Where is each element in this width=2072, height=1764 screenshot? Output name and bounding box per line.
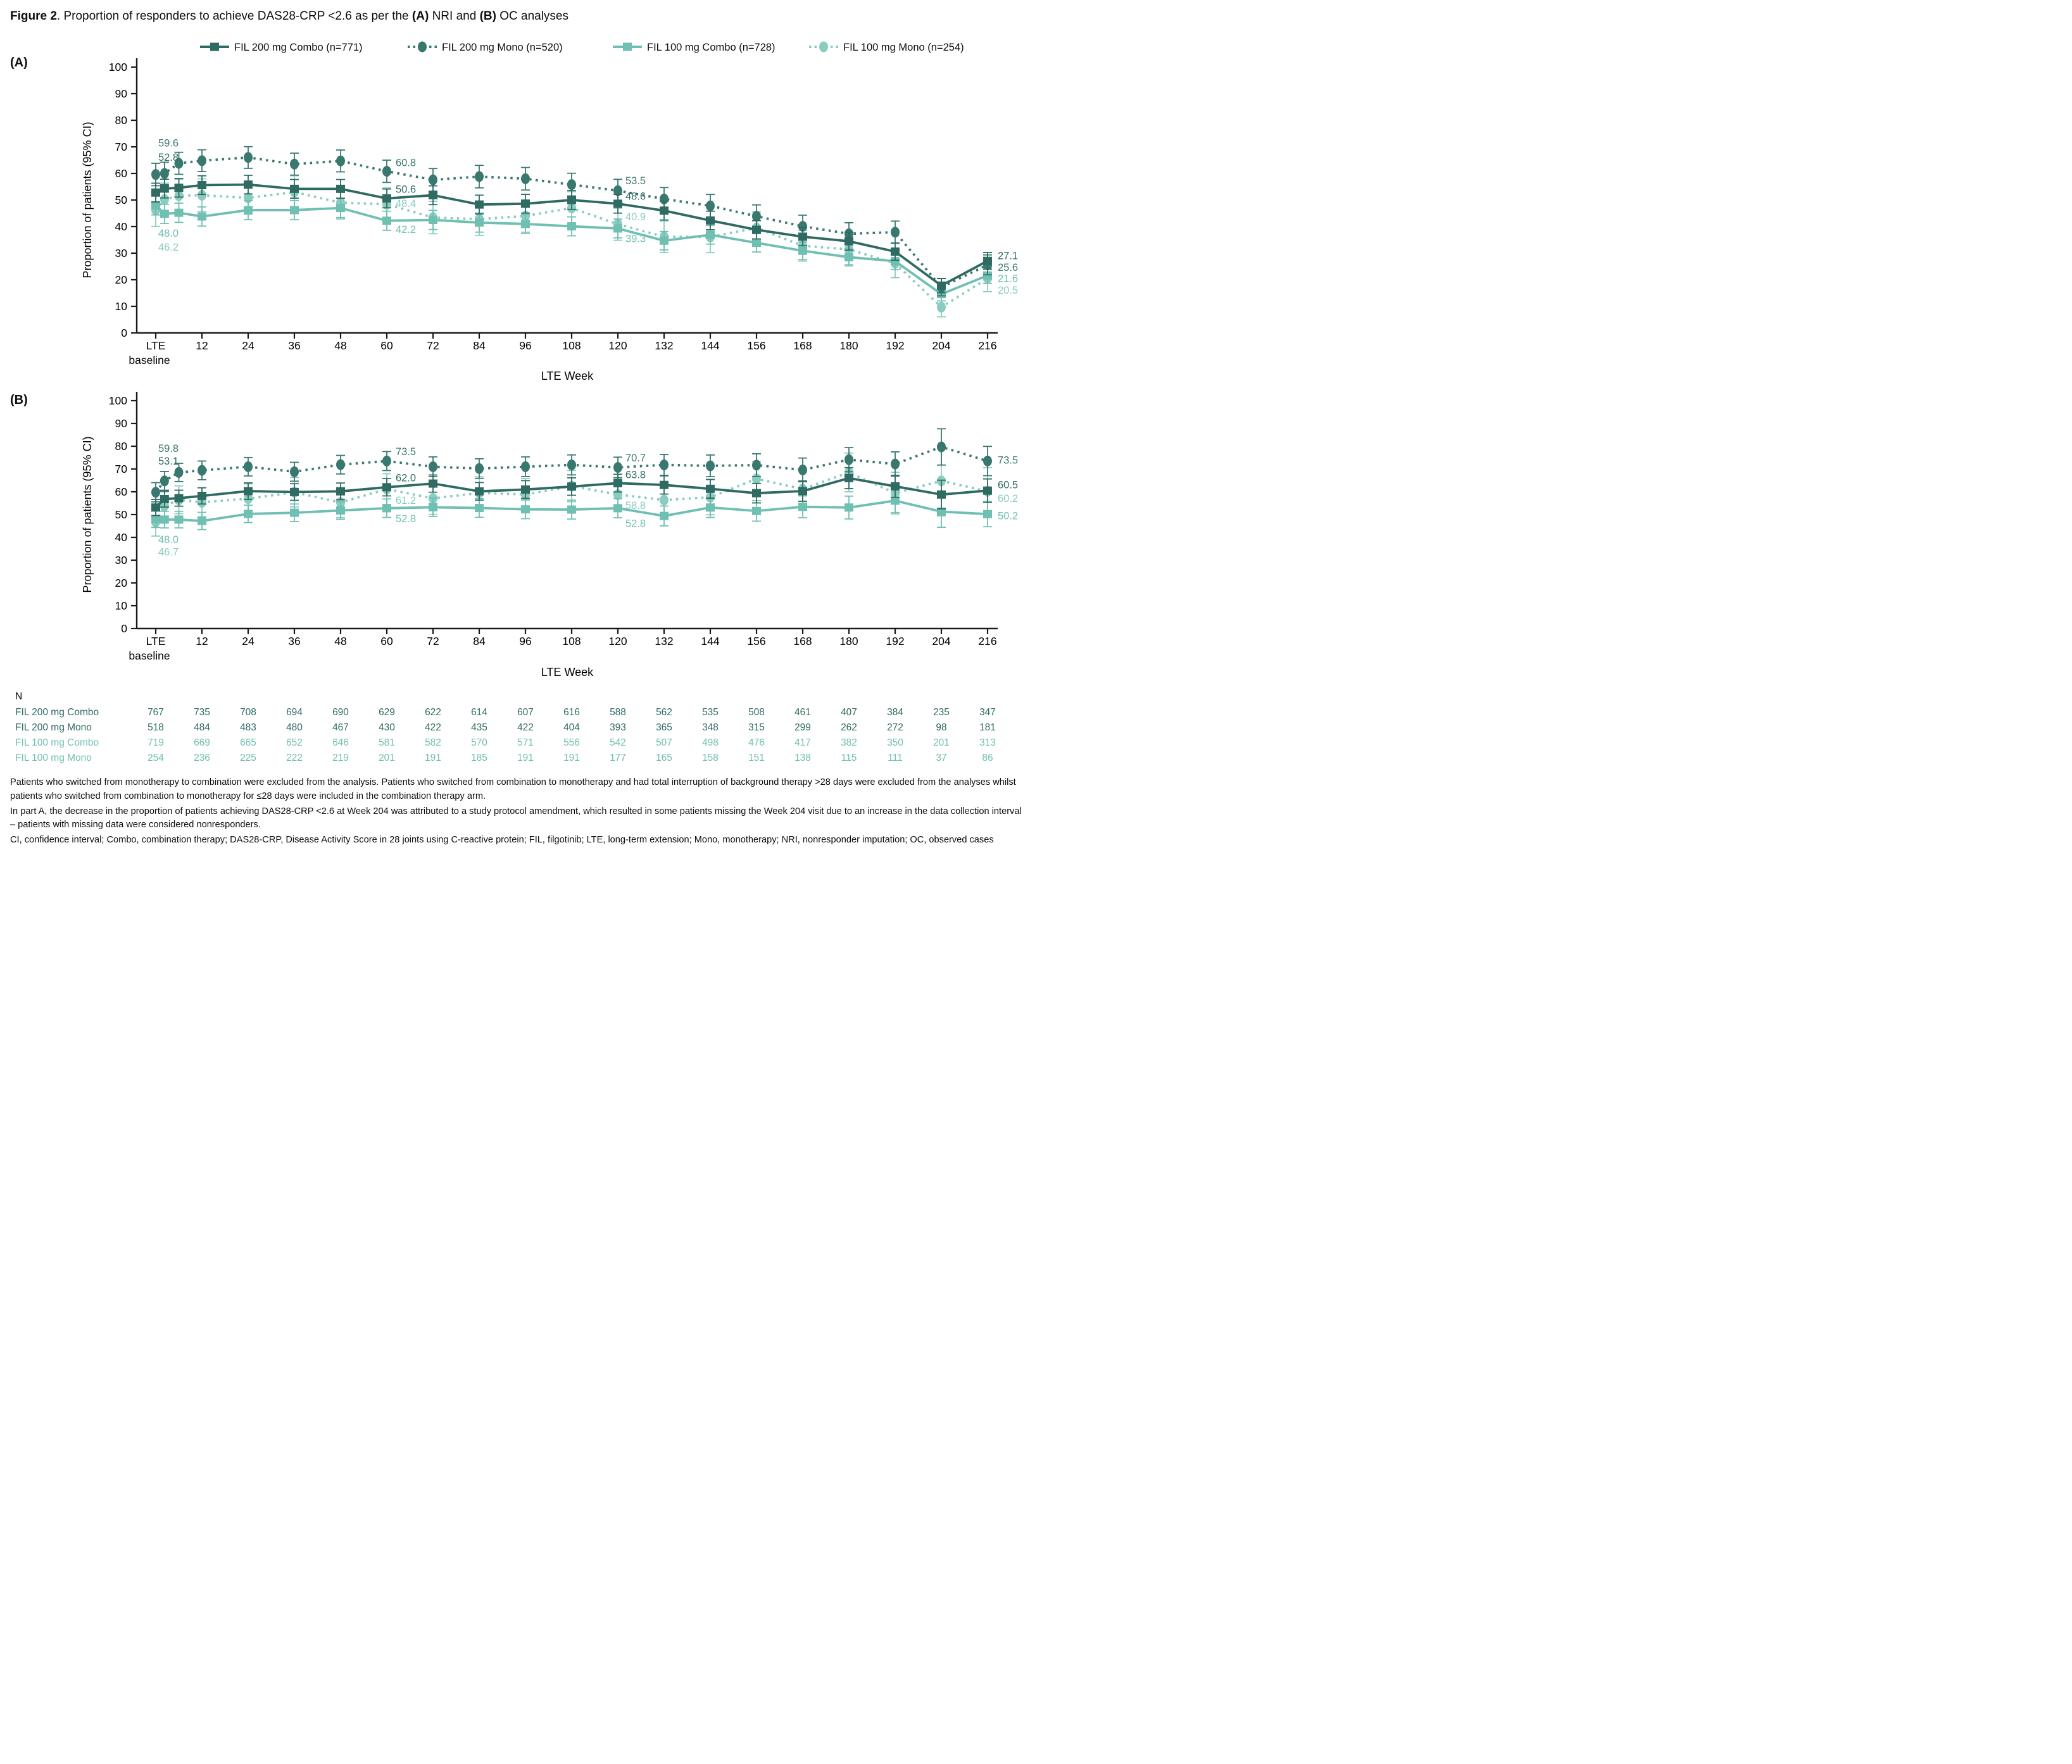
- x-tick-label: 72: [427, 634, 439, 647]
- x-tick-label: 24: [242, 634, 254, 647]
- y-tick-label: 100: [108, 394, 127, 407]
- n-table-value: 484: [194, 722, 210, 733]
- x-axis-title: LTE Week: [541, 665, 594, 679]
- footnotes: [10, 776, 1023, 848]
- n-table-value: 191: [563, 752, 580, 763]
- n-table-value: 735: [194, 706, 210, 718]
- x-tick-label: 120: [608, 339, 627, 352]
- y-tick-label: 0: [121, 622, 127, 635]
- legend: [200, 41, 964, 53]
- x-tick-label: 132: [655, 634, 674, 647]
- n-table-value: 694: [286, 706, 303, 718]
- point-label: 50.6: [396, 184, 417, 196]
- x-tick-label: 60: [380, 634, 393, 647]
- footnote-abbreviations: CI, confidence interval; Combo, combination therapy; DAS28-CRP, Disease Activity Score in 28 joints using C-reactive protein; FIL, filgotinib; LTE, long-term extension; Mono, monotherapy; NRI, nonresponder imputation; OC, observed cases: [10, 835, 994, 846]
- n-table-header: N: [15, 691, 23, 702]
- panel-b-label: (B): [10, 392, 28, 407]
- n-table-value: 151: [748, 752, 765, 763]
- y-tick-label: 20: [115, 576, 127, 589]
- point-label: 42.2: [396, 223, 417, 235]
- n-table-value: 254: [148, 752, 164, 763]
- x-tick-label: 156: [747, 634, 766, 647]
- x-tick-label: 96: [519, 634, 532, 647]
- n-table-value: 407: [841, 706, 857, 718]
- n-table-value: 222: [286, 752, 303, 763]
- caption-bold-a: (A): [411, 9, 429, 23]
- caption-text-2: NRI and: [429, 9, 480, 23]
- x-tick-label: 72: [427, 339, 439, 352]
- y-axis-ticks: [109, 61, 137, 339]
- n-table-value: 665: [240, 737, 256, 748]
- y-tick-label: 90: [115, 416, 127, 430]
- n-table-value: 191: [425, 752, 441, 763]
- n-table-value: 404: [563, 722, 580, 733]
- n-table-value: 483: [240, 722, 256, 733]
- point-label: 52.8: [158, 151, 179, 163]
- n-table-value: 467: [332, 722, 349, 733]
- point-label: 48.4: [396, 197, 417, 210]
- y-tick-label: 70: [115, 462, 127, 475]
- n-table-value: 235: [933, 706, 950, 718]
- n-table-value: 191: [517, 752, 534, 763]
- n-table-value: 313: [979, 737, 996, 748]
- caption-text-3: OC analyses: [496, 9, 568, 23]
- n-table-value: 461: [794, 706, 811, 718]
- n-table-value: 236: [194, 752, 210, 763]
- x-tick-label: 108: [562, 339, 581, 352]
- point-label: 62.0: [396, 472, 417, 484]
- y-axis-title: Proportion of patients (95% CI): [81, 122, 94, 278]
- chart-b-oc: [10, 388, 1023, 685]
- point-label: 21.6: [998, 273, 1019, 285]
- n-table-value: 382: [841, 737, 857, 748]
- panel-a: [10, 30, 1023, 388]
- n-table-value: 476: [748, 737, 765, 748]
- legend-label: FIL 100 mg Mono (n=254): [843, 41, 964, 53]
- point-label: 48.0: [158, 227, 179, 239]
- n-table-row-label: FIL 100 mg Combo: [15, 737, 99, 748]
- x-tick-label: 168: [793, 339, 812, 352]
- figure-caption: [10, 9, 1026, 24]
- y-tick-label: 30: [115, 553, 127, 566]
- n-table-value: 435: [471, 722, 487, 733]
- y-axis-ticks: [109, 394, 137, 635]
- caption-bold-b: (B): [479, 9, 496, 23]
- x-tick-label: 180: [839, 634, 858, 647]
- x-tick-label: 216: [978, 634, 997, 647]
- point-label: 61.2: [396, 494, 417, 506]
- n-table-value: 315: [748, 722, 765, 733]
- n-table-value: 719: [148, 737, 164, 748]
- point-label: 63.8: [625, 469, 646, 481]
- n-table-value: 556: [563, 737, 580, 748]
- y-tick-label: 80: [115, 113, 127, 127]
- point-label: 52.8: [396, 513, 417, 525]
- n-table-value: 646: [332, 737, 349, 748]
- x-tick-label: 36: [288, 339, 301, 352]
- n-table-value: 562: [656, 706, 672, 718]
- point-label: 50.2: [998, 510, 1019, 522]
- panel-b: [10, 388, 1023, 689]
- x-tick-label: 48: [334, 634, 347, 647]
- n-table-value: 350: [887, 737, 903, 748]
- n-table-value: 111: [888, 752, 903, 763]
- n-table-value: 299: [794, 722, 811, 733]
- n-table-value: 225: [240, 752, 256, 763]
- x-tick-label: 144: [701, 634, 720, 647]
- n-table-value: 272: [887, 722, 903, 733]
- x-tick-label: 204: [932, 339, 951, 352]
- point-label: 46.7: [158, 546, 179, 558]
- x-tick-label: 144: [701, 339, 720, 352]
- n-table-value: 422: [425, 722, 441, 733]
- x-axis-title: LTE Week: [541, 369, 594, 382]
- x-axis-ticks: [129, 333, 996, 366]
- n-table-value: 669: [194, 737, 210, 748]
- point-label: 48.6: [625, 191, 646, 203]
- n-table-value: 607: [517, 706, 534, 718]
- y-tick-label: 10: [115, 599, 127, 612]
- n-table-value: 622: [425, 706, 441, 718]
- n-table-value: 588: [610, 706, 626, 718]
- point-label: 40.9: [625, 211, 646, 223]
- x-tick-label: 192: [886, 634, 905, 647]
- x-axis-ticks: [129, 629, 996, 662]
- n-table-value: 652: [286, 737, 303, 748]
- point-label: 70.7: [625, 452, 646, 464]
- x-tick-label: 108: [562, 634, 581, 647]
- y-tick-label: 90: [115, 87, 127, 100]
- n-table-value: 614: [471, 706, 487, 718]
- n-table-value: 422: [517, 722, 534, 733]
- n-table-value: 115: [841, 752, 857, 763]
- n-table-value: 480: [286, 722, 303, 733]
- y-tick-label: 40: [115, 530, 127, 544]
- x-tick-label: 36: [288, 634, 301, 647]
- n-table-value: 570: [471, 737, 487, 748]
- n-table-value: 393: [610, 722, 626, 733]
- x-tick-label: 192: [886, 339, 905, 352]
- n-table-value: 430: [379, 722, 395, 733]
- n-table-row-label: FIL 200 mg Mono: [15, 722, 92, 733]
- x-tick-label: 12: [196, 339, 208, 352]
- point-label: 20.5: [998, 284, 1019, 296]
- y-tick-label: 70: [115, 140, 127, 153]
- n-table-value: 690: [332, 706, 349, 718]
- point-label: 60.2: [998, 492, 1019, 504]
- n-table-value: 177: [610, 752, 626, 763]
- y-tick-label: 60: [115, 166, 127, 180]
- point-label: 52.8: [625, 518, 646, 530]
- y-tick-label: 0: [121, 326, 127, 339]
- x-tick-sublabel: baseline: [129, 649, 170, 662]
- y-tick-label: 40: [115, 220, 127, 233]
- n-table-value: 98: [936, 722, 947, 733]
- point-labels: [158, 137, 1018, 296]
- x-tick-label: 216: [978, 339, 997, 352]
- x-tick-label: 84: [473, 634, 486, 647]
- x-tick-label: 24: [242, 339, 254, 352]
- x-tick-label: 120: [608, 634, 627, 647]
- footnote-exclusions: Patients who switched from monotherapy to combination were excluded from the analysis. Patients who switched from combination to monotherapy and had total interruption of background therapy >28 days were excluded from the analyses whilst patients who switched from combination to monotherapy for ≤28 days were included in the combination therapy arm.: [10, 777, 1016, 801]
- x-tick-label: LTE: [146, 339, 166, 352]
- n-table-value: 581: [379, 737, 395, 748]
- x-tick-label: 180: [839, 339, 858, 352]
- point-label: 60.5: [998, 479, 1019, 491]
- n-table-row-label: FIL 200 mg Combo: [15, 706, 99, 718]
- n-table-row-label: FIL 100 mg Mono: [15, 752, 92, 763]
- n-table-value: 262: [841, 722, 857, 733]
- n-table-value: 767: [148, 706, 164, 718]
- x-tick-label: LTE: [146, 634, 166, 647]
- n-table-value: 535: [702, 706, 719, 718]
- x-tick-label: 12: [196, 634, 208, 647]
- caption-text-1: . Proportion of responders to achieve DAS28-CRP <2.6 as per the: [56, 9, 412, 23]
- x-tick-label: 48: [334, 339, 347, 352]
- x-tick-label: 84: [473, 339, 486, 352]
- point-label: 59.6: [158, 137, 179, 149]
- legend-label: FIL 200 mg Mono (n=520): [442, 41, 563, 53]
- panel-a-label: (A): [10, 55, 28, 70]
- y-axis-title: Proportion of patients (95% CI): [81, 436, 94, 593]
- point-label: 39.3: [625, 233, 646, 245]
- n-table-value: 365: [656, 722, 672, 733]
- n-table-value: 219: [332, 752, 349, 763]
- y-tick-label: 100: [108, 60, 127, 73]
- n-table: [10, 691, 1023, 771]
- n-table-value: 508: [748, 706, 765, 718]
- y-tick-label: 50: [115, 508, 127, 521]
- n-table-value: 518: [148, 722, 164, 733]
- x-tick-label: 96: [519, 339, 532, 352]
- n-table-value: 165: [656, 752, 672, 763]
- point-label: 46.2: [158, 241, 179, 253]
- n-table-value: 417: [794, 737, 811, 748]
- n-table-value: 158: [702, 752, 719, 763]
- y-tick-label: 10: [115, 299, 127, 313]
- y-tick-label: 60: [115, 485, 127, 498]
- n-table-value: 37: [936, 752, 947, 763]
- point-label: 73.5: [998, 454, 1019, 466]
- n-table-value: 629: [379, 706, 395, 718]
- caption-figure-number: Figure 2: [10, 9, 57, 23]
- y-tick-label: 80: [115, 439, 127, 453]
- legend-label: FIL 100 mg Combo (n=728): [647, 41, 775, 53]
- figure-page: [0, 0, 1036, 882]
- point-label: 25.6: [998, 261, 1019, 273]
- n-table-value: 616: [563, 706, 580, 718]
- n-table-value: 86: [982, 752, 993, 763]
- n-table-value: 708: [240, 706, 256, 718]
- y-tick-label: 20: [115, 273, 127, 286]
- n-table-value: 181: [979, 722, 996, 733]
- point-label: 73.5: [396, 446, 417, 458]
- point-label: 53.1: [158, 455, 179, 467]
- point-label: 58.8: [625, 499, 646, 511]
- point-label: 48.0: [158, 534, 179, 546]
- footnote-week204: In part A, the decrease in the proportion of patients achieving DAS28-CRP <2.6 at Week 204 was attributed to a study protocol amendment, which resulted in some patients missing the Week 204 visit due to an increase in the data collection interval – patients with missing data were considered nonresponders.: [10, 806, 1022, 830]
- chart-a-nri: [10, 30, 1023, 385]
- y-tick-label: 30: [115, 246, 127, 260]
- point-label: 60.8: [396, 157, 417, 169]
- n-table-value: 507: [656, 737, 672, 748]
- point-label: 59.8: [158, 442, 179, 454]
- n-table-value: 185: [471, 752, 487, 763]
- y-tick-label: 50: [115, 193, 127, 206]
- n-table-value: 542: [610, 737, 626, 748]
- x-tick-sublabel: baseline: [129, 353, 170, 366]
- n-table-value: 347: [979, 706, 996, 718]
- point-label: 53.5: [625, 175, 646, 187]
- x-tick-label: 60: [380, 339, 393, 352]
- n-table-value: 498: [702, 737, 719, 748]
- n-table-value: 384: [887, 706, 903, 718]
- n-table-value: 201: [933, 737, 950, 748]
- n-table-value: 201: [379, 752, 395, 763]
- x-tick-label: 132: [655, 339, 674, 352]
- x-tick-label: 156: [747, 339, 766, 352]
- legend-label: FIL 200 mg Combo (n=771): [234, 41, 363, 53]
- n-table-value: 138: [794, 752, 811, 763]
- point-label: 27.1: [998, 250, 1019, 262]
- n-table-value: 348: [702, 722, 719, 733]
- x-tick-label: 204: [932, 634, 951, 647]
- x-tick-label: 168: [793, 634, 812, 647]
- n-table-value: 571: [517, 737, 534, 748]
- n-table-value: 582: [425, 737, 441, 748]
